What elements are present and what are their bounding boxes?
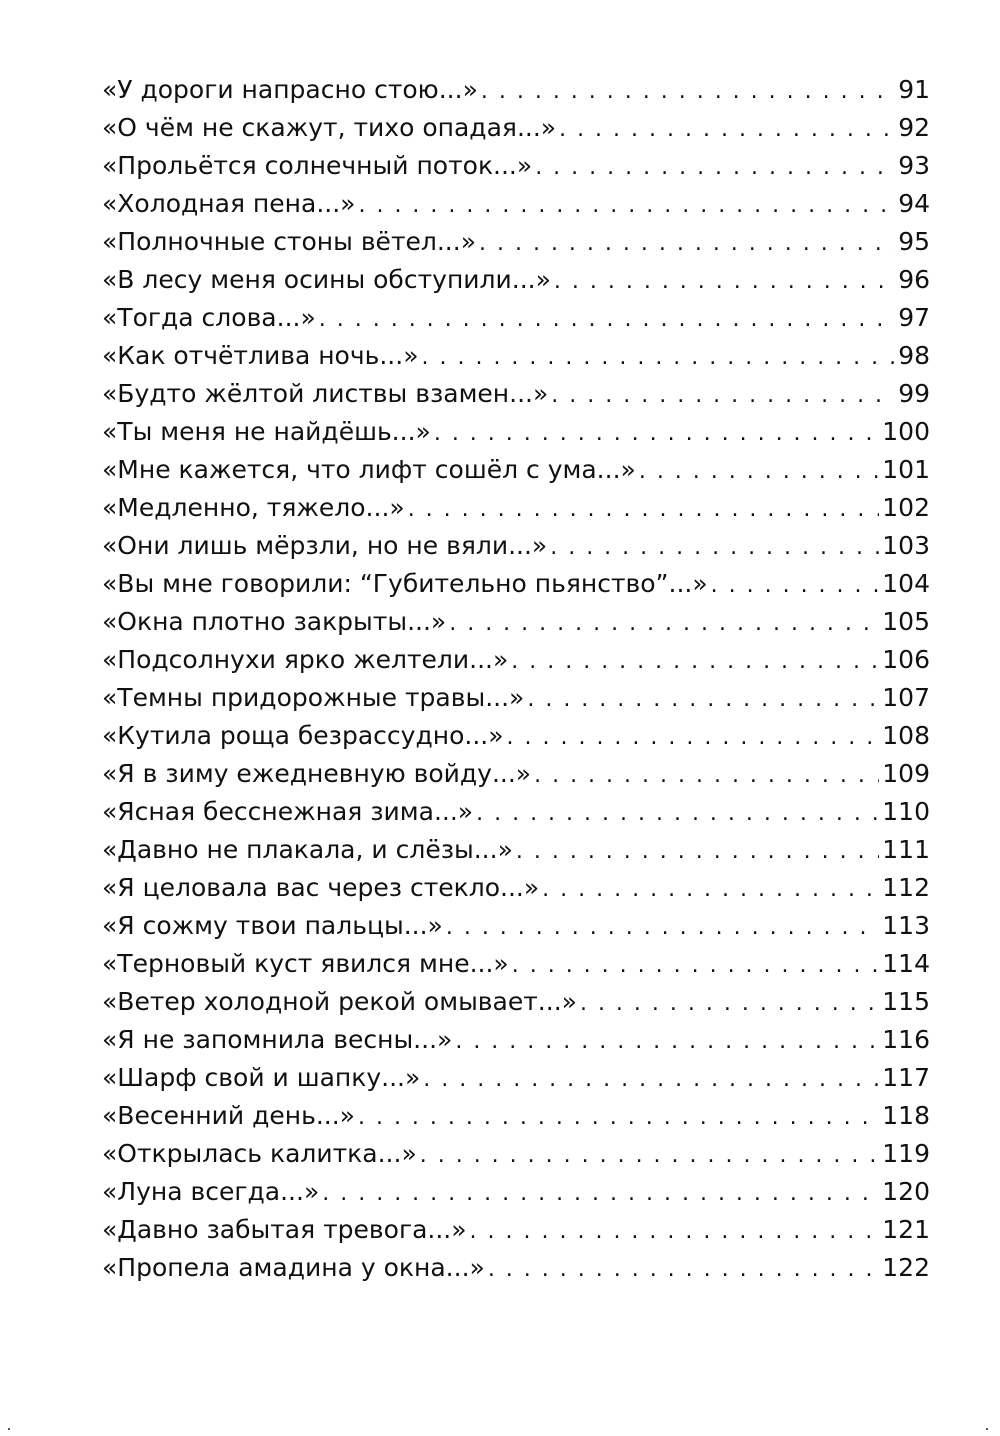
toc-entry [102,527,930,565]
toc-entry [102,147,930,185]
dot-leader [446,909,879,947]
toc-entry-page: 109 [882,759,930,788]
toc-entry-page: 114 [882,949,930,978]
toc-entry-title: «Я целовала вас через стекло...» [102,873,540,902]
toc-entry-title: «Как отчётлива ночь...» [102,341,419,370]
toc-entry-title: «Будто жёлтой листвы взамен...» [102,379,549,408]
toc-entry-page: 110 [882,797,930,826]
toc-entry-title: «Холодная пена...» [102,189,356,218]
dot-leader [434,415,879,453]
toc-entry [102,1135,930,1173]
toc-entry-title: «Мне кажется, что лифт сошёл с ума...» [102,455,636,484]
dot-leader [511,643,879,681]
toc-entry-page: 91 [898,75,930,104]
toc-entry [102,71,930,109]
toc-entry-page: 122 [882,1253,930,1282]
toc-entry-page: 94 [898,189,930,218]
toc-entry-title: «Подсолнухи ярко желтели...» [102,645,509,674]
toc-entry-page: 115 [882,987,930,1016]
dot-leader [358,1099,879,1137]
toc-entry [102,1021,930,1059]
toc-entry-title: «Полночные стоны вётел...» [102,227,476,256]
toc-entry-title: «Открылась калитка...» [102,1139,417,1168]
toc-entry-page: 106 [882,645,930,674]
dot-leader [358,187,895,225]
dot-leader [319,301,895,339]
toc-entry [102,1211,930,1249]
toc-entry-title: «Ветер холодной рекой омывает...» [102,987,577,1016]
toc-entry-page: 105 [882,607,930,636]
toc-entry [102,641,930,679]
toc-entry-page: 103 [882,531,930,560]
dot-leader [580,985,879,1023]
toc-entry-title: «Ты меня не найдёшь...» [102,417,431,446]
toc-entry [102,1249,930,1287]
toc-entry [102,793,930,831]
toc-entry [102,299,930,337]
dot-leader [476,795,879,833]
toc-entry-title: «Тогда слова...» [102,303,316,332]
dot-leader [516,833,879,871]
toc-entry [102,679,930,717]
dot-leader [639,453,879,491]
toc-entry [102,907,930,945]
dot-leader [711,567,880,605]
dot-leader [507,719,880,757]
toc-entry [102,603,930,641]
scan-speck [8,1428,10,1430]
toc-entry [102,413,930,451]
toc-entry-page: 96 [898,265,930,294]
toc-entry-page: 104 [882,569,930,598]
toc-entry-title: «Пропела амадина у окна...» [102,1253,485,1282]
toc-entry-title: «О чём не скажут, тихо опадая...» [102,113,557,142]
toc-entry-page: 116 [882,1025,930,1054]
dot-leader [554,263,895,301]
table-of-contents [102,71,930,1287]
dot-leader [535,149,895,187]
toc-entry-page: 108 [882,721,930,750]
dot-leader [527,681,879,719]
toc-entry [102,185,930,223]
toc-entry-page: 102 [882,493,930,522]
toc-entry-title: «Кутила роща безрассудно...» [102,721,504,750]
dot-leader [542,871,879,909]
dot-leader [422,339,896,377]
toc-entry [102,489,930,527]
toc-entry-title: «Шарф свой и шапку...» [102,1063,421,1092]
toc-entry-title: «Прольётся солнечный поток...» [102,151,533,180]
toc-entry [102,1059,930,1097]
toc-entry-page: 93 [898,151,930,180]
dot-leader [551,377,895,415]
toc-entry-title: «Луна всегда...» [102,1177,320,1206]
toc-entry-page: 113 [882,911,930,940]
toc-entry-title: «Вы мне говорили: “Губительно пьянство”...» [102,569,708,598]
toc-entry [102,869,930,907]
toc-entry-title: «Окна плотно закрыты...» [102,607,447,636]
dot-leader [488,1251,879,1289]
dot-leader [534,757,879,795]
toc-entry [102,451,930,489]
toc-entry [102,717,930,755]
toc-entry-page: 98 [898,341,930,370]
toc-entry-title: «Я в зиму ежедневную войду...» [102,759,532,788]
toc-entry [102,831,930,869]
toc-entry-title: «В лесу меня осины обступили...» [102,265,551,294]
toc-entry-title: «У дороги напрасно стою...» [102,75,478,104]
dot-leader [423,1061,879,1099]
toc-entry-title: «Давно забытая тревога...» [102,1215,467,1244]
toc-entry-page: 92 [898,113,930,142]
toc-entry [102,945,930,983]
dot-leader [322,1175,879,1213]
dot-leader [420,1137,880,1175]
dot-leader [559,111,895,149]
toc-entry-page: 111 [882,835,930,864]
dot-leader [449,605,879,643]
toc-entry-page: 101 [882,455,930,484]
toc-entry-page: 95 [898,227,930,256]
toc-entry-page: 117 [882,1063,930,1092]
toc-entry-page: 112 [882,873,930,902]
toc-entry-title: «Темны придорожные травы...» [102,683,525,712]
scan-speck [986,1428,988,1430]
dot-leader [479,225,895,263]
toc-entry [102,983,930,1021]
toc-entry [102,1173,930,1211]
toc-entry-page: 118 [882,1101,930,1130]
toc-entry-page: 97 [898,303,930,332]
dot-leader [550,529,879,567]
toc-entry-title: «Они лишь мёрзли, но не вяли...» [102,531,548,560]
toc-entry-title: «Медленно, тяжело...» [102,493,405,522]
toc-entry-title: «Терновый куст явился мне...» [102,949,509,978]
dot-leader [512,947,880,985]
dot-leader [408,491,880,529]
toc-entry-page: 107 [882,683,930,712]
toc-entry [102,261,930,299]
toc-entry [102,565,930,603]
toc-entry-title: «Я сожму твои пальцы...» [102,911,443,940]
toc-entry-title: «Весенний день...» [102,1101,355,1130]
toc-entry [102,755,930,793]
toc-entry-page: 120 [882,1177,930,1206]
toc-entry [102,337,930,375]
toc-entry-title: «Давно не плакала, и слёзы...» [102,835,513,864]
toc-entry-title: «Ясная бесснежная зима...» [102,797,474,826]
toc-entry [102,375,930,413]
dot-leader [481,73,895,111]
toc-entry [102,1097,930,1135]
toc-entry-page: 100 [882,417,930,446]
dot-leader [470,1213,880,1251]
dot-leader [455,1023,879,1061]
toc-entry-page: 121 [882,1215,930,1244]
toc-entry-page: 99 [898,379,930,408]
toc-entry [102,223,930,261]
toc-entry-page: 119 [882,1139,930,1168]
toc-entry [102,109,930,147]
toc-entry-title: «Я не запомнила весны...» [102,1025,453,1054]
